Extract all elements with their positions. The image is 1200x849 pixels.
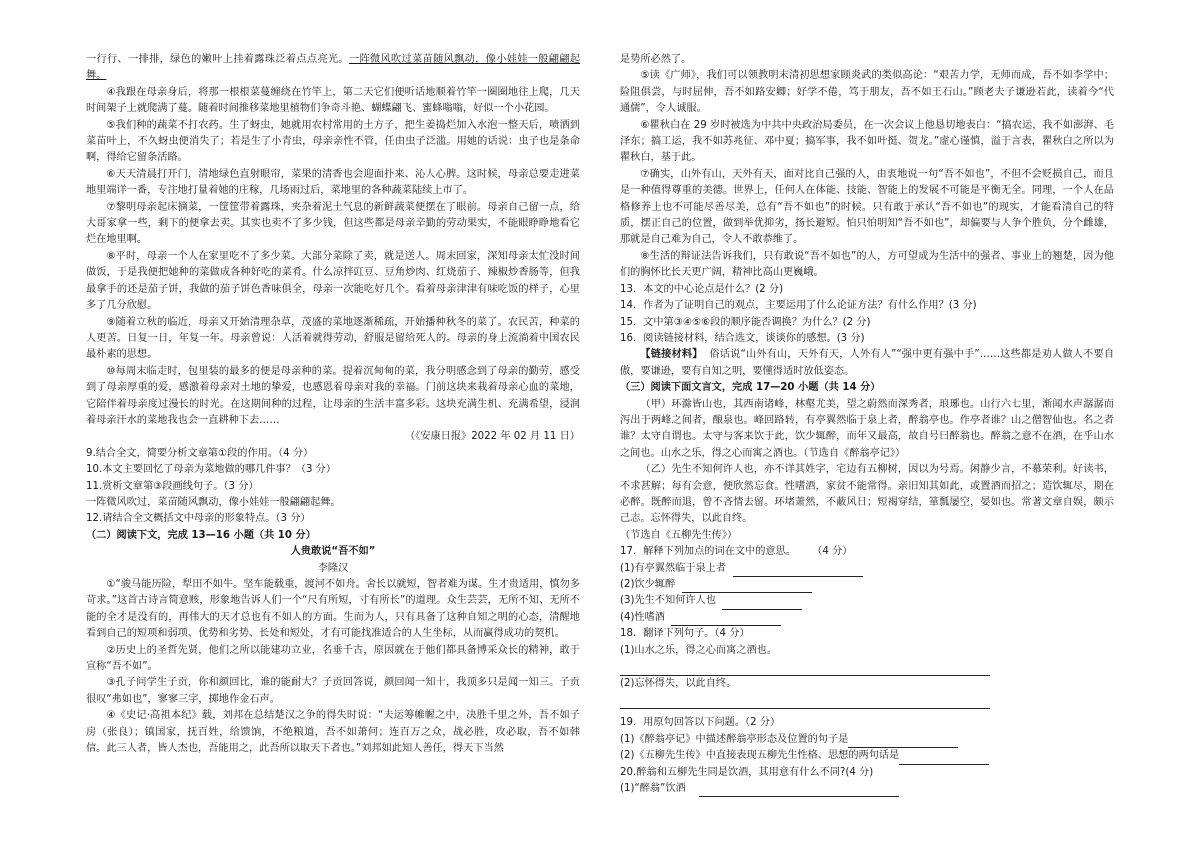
classical-text-b: （乙）先生不知何许人也，亦不详其姓字，宅边有五柳树，因以为号焉。闲静少言，不慕荣利。好读书，不求甚解；每有会意，便欣然忘食。性嗜酒，家贫不能常得。亲旧知其如此，或置酒而招之；造饮辄尽，期在必醉。既醉而退，曾不吝情去留。环堵萧然，不蔽风日；短褐穿结，箪瓢屡空，晏如也。常著文章自娱，颇示己志。忘怀得失，以此自终。 xyxy=(620,464,1114,525)
answer-blank[interactable] xyxy=(848,736,958,748)
answer-blank[interactable] xyxy=(699,785,899,797)
source-citation: （《安康日报》2022 年 02 月 11 日） xyxy=(404,431,580,443)
essay-author: 李隆汉 xyxy=(317,562,349,574)
question-19-1: (1)《醉翁亭记》中描述醉翁亭形态及位置的句子是 xyxy=(620,732,1114,748)
question-18-2: (2)忘怀得失，以此自终。 xyxy=(620,678,737,690)
question-9: 9.结合全文，简要分析文章第①段的作用。（4 分） xyxy=(86,447,314,459)
paragraph-10: ⑩每周末临走时，包里装的最多的便是母亲种的菜。提着沉甸甸的菜，我分明感念到了母亲的勤劳，感受到了母亲厚重的爱，感激着母亲对土地的挚爱，也感恩着母亲对我的幸福。门前这块来栽着母亲心血的菜地，它陪伴着母亲度过漫长的时光。在这期间种的过程，让母亲的生活丰富多彩。这块充满生机、充满希望，浸润着母亲汗水的菜地我也会一直耕种下去…… xyxy=(86,365,580,426)
question-14: 14．作者为了证明自己的观点，主要运用了什么论证方法？有什么作用？(3 分) xyxy=(620,300,977,312)
paragraph-6: ⑥天天清晨打开门，清地绿色直射眼帘，菜果的清香也会迎面扑来、沁人心脾。这时候，母亲总要走进菜地里端详一番，专注地打量着她的庄稼，几场雨过后，菜地里的各种蔬菜陆续上市了。 xyxy=(86,168,580,197)
essay-paragraph-5: ⑤读《广师》，我们可以领教明末清初思想家顾炎武的类似高论：“艰苦力学，无师而成，吾不如李学中；险阻俱尝，与时屈伸，吾不如路安卿；好学不倦，笃于朋友，吾不如王石山。”顾老夫子谦逊若此，读着今“代通儒”，令人诚服。 xyxy=(620,70,1114,115)
question-18-1: (1)山水之乐，得之心而寓之酒也。 xyxy=(620,644,778,656)
answer-blank[interactable] xyxy=(671,614,781,626)
essay-paragraph-6: ⑥瞿秋白在 29 岁时被选为中共中央政治局委员，在一次会议上他恳切地表白：“搞农运，我不如澎湃、毛泽东；搞工运，我不如苏兆征、邓中夏；搞军事，我不如叶挺、贺龙。”虚心谨慎，溢于言表，瞿秋白之所以为瞿秋白，基于此。 xyxy=(620,119,1114,164)
classical-text-b-source: （节选自《五柳先生传》） xyxy=(620,529,738,541)
underlined-sentence: 一阵微风吹过菜苗随风飘动，像小娃娃一般翩翩起舞。 xyxy=(86,54,581,82)
question-18: 18．翻译下列句子。（4 分） xyxy=(620,628,750,640)
question-16: 16．阅读链接材料，结合选文，谈谈你的感想。(3 分) xyxy=(620,332,865,344)
essay-paragraph-2: ②历史上的圣哲先贤，他们之所以能建功立业，名垂千古，原因就在于他们都具备博采众长的精神，敢于宣称“吾不如”。 xyxy=(86,644,580,673)
section-3-heading: （三）阅读下面文言文，完成 17—20 小题（共 14 分） xyxy=(620,382,881,394)
essay-paragraph-4-cont: 是势所必然了。 xyxy=(620,54,692,65)
question-20-1: (1)“醉翁”饮酒 xyxy=(620,781,1114,797)
question-19: 19．用原句回答以下问题。（2 分） xyxy=(620,717,781,729)
answer-line[interactable] xyxy=(620,659,990,676)
essay-paragraph-3: ③孔子问学生子贡，你和颜回比，谁的能耐大？子贡回答说，颜回闻一知十，我顶多只是闻一知三。子贡很叹“弗如也”，寥寥三字，掷地作金石声。 xyxy=(86,677,580,705)
question-15: 15．文中第③④⑤⑥段的顺序能否调换？为什么？(2 分) xyxy=(620,316,871,328)
answer-blank[interactable] xyxy=(899,753,989,765)
essay-title: 人贵敢说“吾不如” xyxy=(290,546,376,558)
question-11-sentence: 一阵微风吹过，菜苗随风飘动，像小娃娃一般翩翩起舞。 xyxy=(86,496,341,508)
question-17-2: (2)饮少辄醉 xyxy=(620,577,1114,593)
essay-paragraph-4: ④《史记·高祖本纪》载，刘邦在总结楚汉之争的得失时说：“夫运筹帷幄之中，决胜千里之外，吾不如子房（张良）；镇国家，抚百姓，给馈饷，不绝粮道，吾不如萧何；连百万之众，战必胜，攻必取，吾不如韩信。此三人者，皆人杰也，吾能用之，此吾所以取天下者也。”刘邦如此知人善任，得天下当然 xyxy=(86,710,580,755)
answer-line[interactable] xyxy=(620,692,990,709)
question-19-2: (2)《五柳先生传》中直接表现五柳先生性格、思想的两句话是 xyxy=(620,748,1114,764)
essay-paragraph-8: ⑧生活的辩证法告诉我们，只有敢说“吾不如也”的人，方可望成为生活中的强者、事业上的翘楚，因为他们的胸怀比长天更广阔，精神比高山更巍峨。 xyxy=(620,250,1114,279)
question-17-3: (3)先生不知何许人也 xyxy=(620,593,1114,609)
question-17-4: (4)性嗜酒 xyxy=(620,610,1114,626)
question-10: 10.本文主要回忆了母亲为菜地做的哪几件事？（3 分） xyxy=(86,464,337,476)
answer-blank[interactable] xyxy=(733,565,863,577)
answer-blank[interactable] xyxy=(682,581,812,593)
question-11: 11.赏析文章第③段画线句子。（3 分） xyxy=(86,480,259,492)
right-column xyxy=(620,52,1114,797)
paragraph-3: 一行行、一排排，绿色的嫩叶上挂着露珠泛着点点亮光。一阵微风吹过菜苗随风飘动，像小娃娃一般翩翩起舞。 xyxy=(86,54,581,82)
question-20: 20.醉翁和五柳先生同是饮酒，其用意有什么不同?(4 分) xyxy=(620,766,874,778)
section-2-heading: （二）阅读下文，完成 13—16 小题（共 10 分） xyxy=(86,529,316,541)
question-12: 12.请结合全文概括文中母亲的形象特点。（3 分） xyxy=(86,513,311,525)
question-13: 13．本文的中心论点是什么？(2 分) xyxy=(620,283,784,295)
paragraph-4: ④我跟在母亲身后，将那一根根菜蔓缠绕在竹竿上，第二天它们便听话地顺着竹竿一圈圈地往上爬，几天时间架子上就爬满了蔓。随着时间推移菜地里植物们争奇斗艳、蝴蝶翩飞、蜜蜂嗡嗡，好似一个小花园。 xyxy=(86,86,580,115)
left-column xyxy=(86,52,580,757)
answer-blank[interactable] xyxy=(722,598,802,610)
essay-paragraph-1: ①“骏马能历险，犁田不如牛。坚车能载重，渡河不如舟。舍长以就短，智者难为谋。生才贵适用，慎勿多苛求。”这首古诗言简意赅，形象地告诉人们一个“尺有所短，寸有所长”的道理。众生芸芸，无所不知、无所不能的全才是没有的，再伟大的天才总也有不如人的方面。生而为人，只有具备了这种自知之明的心态，清醒地看到自己的短项和弱项、优势和劣势、长处和短处，才有可能找准适合的人生坐标，从而赢得成功的契机。 xyxy=(86,579,580,640)
question-17-1: (1)有亭翼然临于泉上者 xyxy=(620,561,1114,577)
paragraph-9: ⑨随着立秋的临近，母亲又开始清理杂草，茂盛的菜地逐渐稀疏，开始播种秋冬的菜了。农民苦，种菜的人更苦。日复一日，年复一年。母亲曾说：人活着就得劳动，舒服是留给死人的。母亲的身上流淌着中国农民最朴素的思想。 xyxy=(86,316,580,361)
paragraph-7: ⑦黎明母亲起床摘菜，一筐筐带着露珠，夹杂着泥土气息的新鲜蔬菜便摆在了眼前。母亲自己留一点，给大哥家拿一些，剩下的便拿去卖。其实也卖不了多少钱，但这些都是母亲辛勤的劳动果实，不能眼睁睁地看它烂在地里啊。 xyxy=(86,201,580,246)
classical-text-a: （甲）环滁皆山也，其西南诸峰，林壑尤美，望之蔚然而深秀者，琅琊也。山行六七里，渐闻水声潺潺而泻出于两峰之间者，酿泉也。峰回路转，有亭翼然临于泉上者，醉翁亭也。作亭者谁？山之僧智仙也。名之者谁？太守自谓也。太守与客来饮于此，饮少辄醉，而年又最高，故自号曰醉翁也。醉翁之意不在酒，在乎山水之间也。山水之乐，得之心而寓之酒也。（节选自《醉翁亭记》） xyxy=(620,398,1114,459)
question-17: 17．解释下列加点的词在文中的意思。 （4 分） xyxy=(620,546,853,558)
essay-paragraph-7: ⑦确实，山外有山，天外有天，面对比自己强的人，由衷地说一句“吾不如也”，不但不会贬损自己，而且是一种值得尊重的美德。世界上，任何人在体能、技能、智能上的发展不可能是平衡无全。同理，一个人在品格修养上也不可能尽善尽美，总有“吾不如也”的时候。只有敢于承认“吾不如也”的现实，才能看清自己的特质，摆正自己的位置，做到举优抑劣，扬长避短。怕只怕明知“吾不如也”，却偏要与人争个胜负，分个雌雄，那就是自己难为自己，令人不敢恭维了。 xyxy=(620,168,1114,246)
paragraph-5: ⑤我们种的蔬菜不打农药。生了蚜虫，她就用农村常用的土方子，把生姜捣烂加入水泡一整天后，喷洒到菜苗叶上，不久蚜虫便消失了；若是生了小青虫，母亲亲性不管，任由虫子泛滥。用她的话说：虫子也是条命啊，得给它留条活路。 xyxy=(86,119,580,164)
paragraph-8: ⑧平时，母亲一个人在家里吃不了多少菜。大部分菜除了卖，就是送人。周末回家，深知母亲太忙没时间做饭，于是我便把她种的菜做成各种好吃的菜肴。什么凉拌豇豆、豆角炒肉、红烧茄子、辣椒炒香肠等，但我最拿手的还是茄子饼，我做的茄子饼色香味俱全，母亲一次能吃好几个。看着母亲津津有味吃饭的样子，心里多了几分欣慰。 xyxy=(86,250,580,312)
link-material: 【链接材料】 俗话说“山外有山，天外有天，人外有人”“强中更有强中手”……这些都是劝人做人不要自傲，要谦逊，要有自知之明，要懂得适时放低姿态。 xyxy=(620,349,1115,377)
